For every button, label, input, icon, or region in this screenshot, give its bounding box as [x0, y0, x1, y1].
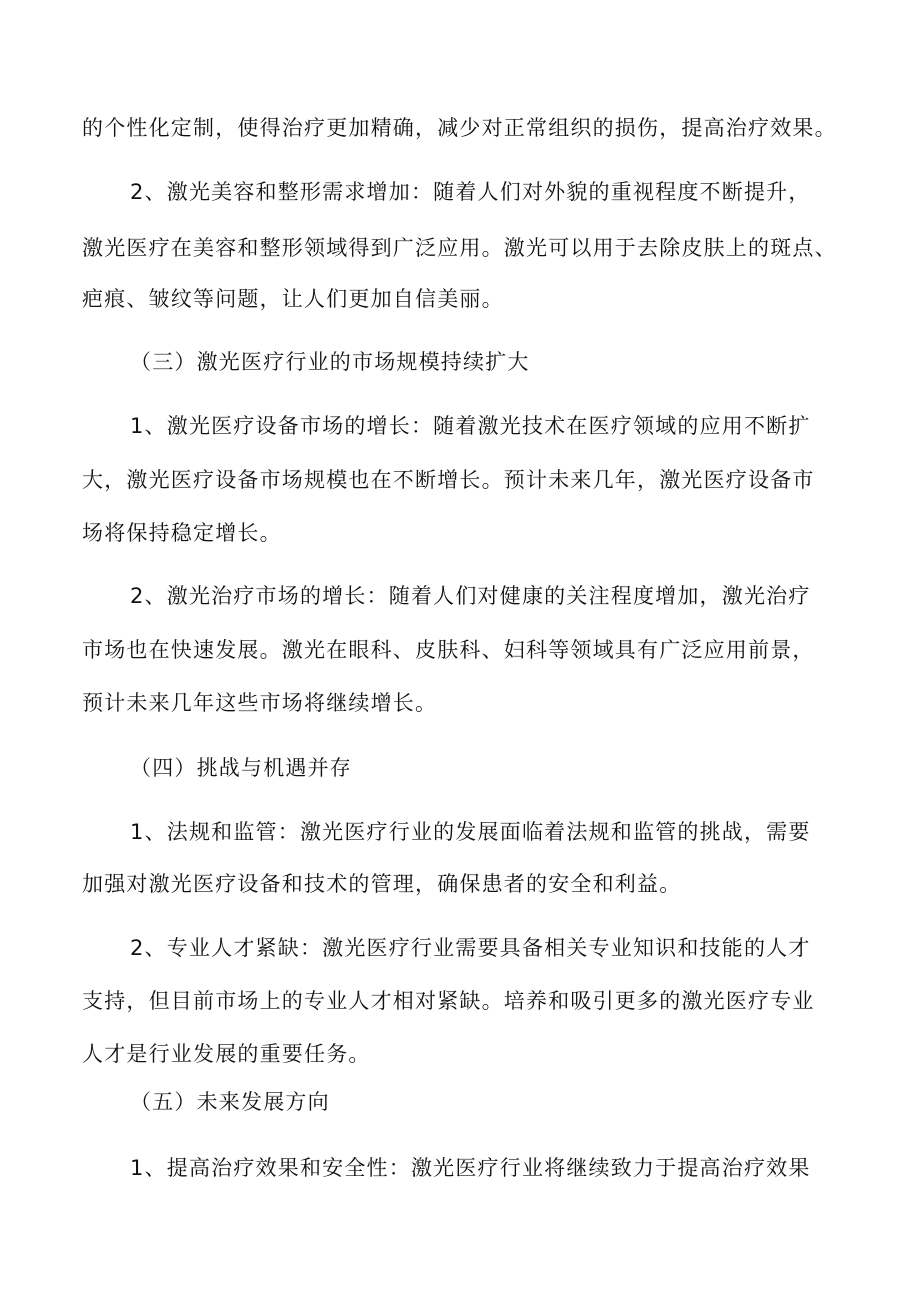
paragraph-line: 预计未来几年这些市场将继续增长。 — [82, 691, 438, 715]
paragraph-line: 人才是行业发展的重要任务。 — [82, 1042, 371, 1066]
paragraph-line: 2、专业人才紧缺：激光医疗行业需要具备相关专业知识和技能的人才 — [130, 936, 811, 960]
paragraph-line: 1、法规和监管：激光医疗行业的发展面临着法规和监管的挑战，需要 — [130, 820, 811, 844]
paragraph-line: 大，激光医疗设备市场规模也在不断增长。预计未来几年，激光医疗设备市 — [82, 468, 815, 492]
paragraph-line: 2、激光治疗市场的增长：随着人们对健康的关注程度增加，激光治疗 — [130, 584, 811, 608]
paragraph-line: 1、激光医疗设备市场的增长：随着激光技术在医疗领域的应用不断扩 — [130, 414, 811, 438]
paragraph-line: 市场也在快速发展。激光在眼科、皮肤科、妇科等领域具有广泛应用前景， — [82, 638, 815, 662]
paragraph-line: 激光医疗在美容和整形领域得到广泛应用。激光可以用于去除皮肤上的斑点、 — [82, 236, 837, 260]
paragraph-line: 场将保持稳定增长。 — [82, 521, 282, 545]
paragraph-line: 2、激光美容和整形需求增加：随着人们对外貌的重视程度不断提升， — [130, 180, 811, 204]
section-heading: （三）激光医疗行业的市场规模持续扩大 — [130, 350, 530, 374]
paragraph-line: 疤痕、皱纹等问题，让人们更加自信美丽。 — [82, 287, 504, 311]
paragraph-line: 支持，但目前市场上的专业人才相对紧缺。培养和吸引更多的激光医疗专业 — [82, 989, 815, 1013]
paragraph-line: 加强对激光医疗设备和技术的管理，确保患者的安全和利益。 — [82, 872, 682, 896]
paragraph-line: 的个性化定制，使得治疗更加精确，减少对正常组织的损伤，提高治疗效果。 — [82, 116, 837, 140]
paragraph-line: 1、提高治疗效果和安全性：激光医疗行业将继续致力于提高治疗效果 — [130, 1156, 811, 1180]
section-heading: （四）挑战与机遇并存 — [130, 756, 352, 780]
section-heading: （五）未来发展方向 — [130, 1090, 330, 1114]
